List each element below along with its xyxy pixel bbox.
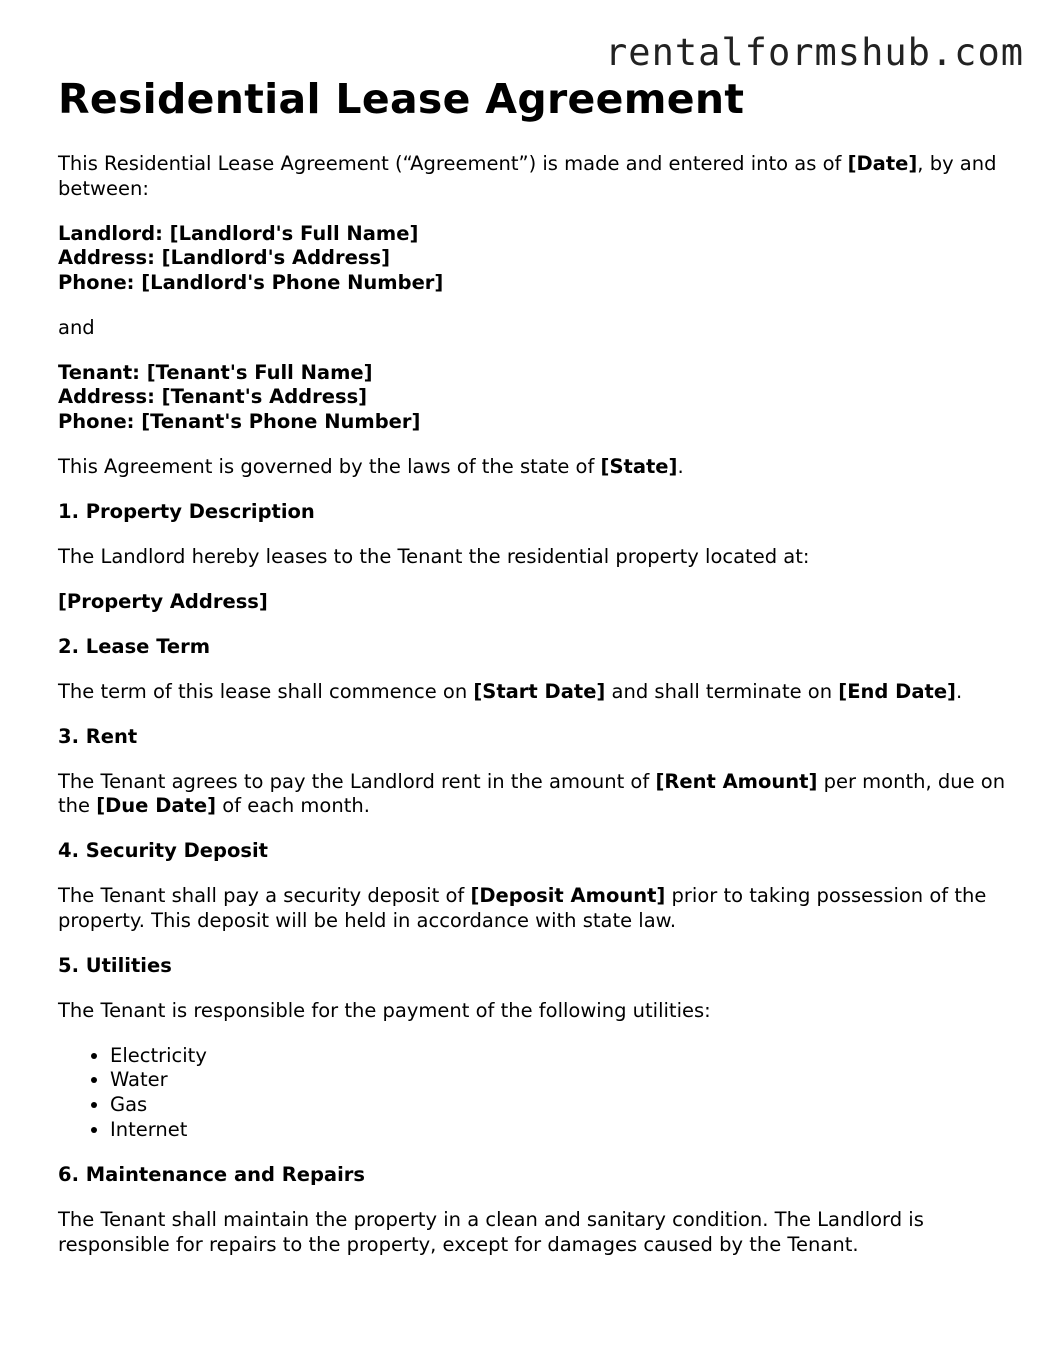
tenant-address: Address: [Tenant's Address]: [58, 385, 368, 408]
date-placeholder: [Date]: [847, 152, 918, 175]
landlord-phone: Phone: [Landlord's Phone Number]: [58, 270, 444, 294]
document-page: [58, 74, 1008, 1257]
rent-paragraph: [58, 770, 1008, 819]
landlord-address: Address: [Landlord's Address]: [58, 246, 390, 269]
section-heading-deposit: 4. Security Deposit: [58, 839, 268, 862]
utilities-list: [58, 1044, 1008, 1143]
state-placeholder: [State]: [600, 454, 678, 478]
landlord-name: Landlord: [Landlord's Full Name]: [58, 221, 419, 245]
deposit-text-end: prior to taking possession of the property. This deposit will be held in accordance with state law.: [58, 884, 987, 932]
governing-law-text: This Agreement is governed by the laws of the state of: [58, 454, 601, 478]
landlord-block: [58, 222, 1008, 296]
tenant-block: [58, 361, 1008, 435]
tenant-phone: Phone: [Tenant's Phone Number]: [58, 409, 421, 433]
and-text: and: [58, 315, 95, 339]
utilities-text: The Tenant is responsible for the payment of the following utilities:: [58, 998, 711, 1022]
term-paragraph: [58, 680, 1008, 705]
list-item: • Water: [110, 1068, 1008, 1093]
tenant-name: Tenant: [Tenant's Full Name]: [58, 360, 373, 384]
term-text-middle: and shall terminate on: [605, 679, 839, 703]
list-item: • Internet: [110, 1118, 1008, 1143]
section-heading-property: 1. Property Description: [58, 499, 315, 523]
start-date-placeholder: [Start Date]: [473, 679, 606, 703]
document-title: Residential Lease Agreement: [58, 75, 745, 123]
deposit-amount-placeholder: [Deposit Amount]: [470, 884, 666, 907]
list-item: • Gas: [110, 1093, 1008, 1118]
intro-text-end: , by and between:: [58, 152, 997, 200]
rent-text-middle: per month, due on the: [58, 769, 1006, 817]
rent-text-end: of each month.: [216, 794, 370, 817]
section-heading-term: 2. Lease Term: [58, 634, 211, 658]
list-item: • Electricity: [110, 1044, 1008, 1069]
property-address-placeholder: [Property Address]: [58, 589, 268, 613]
deposit-paragraph: [58, 884, 1008, 933]
maintenance-text: The Tenant shall maintain the property in a clean and sanitary condition. The Landlord is responsible for repairs to the property, except for damages caused by the Tenant.: [58, 1208, 924, 1256]
governing-law-paragraph: [58, 455, 1008, 480]
section-heading-utilities: 5. Utilities: [58, 953, 172, 977]
property-address-line: [58, 590, 1008, 615]
rent-text: The Tenant agrees to pay the Landlord rent in the amount of: [58, 769, 656, 793]
rent-amount-placeholder: [Rent Amount]: [655, 769, 818, 793]
end-date-placeholder: [End Date]: [838, 679, 956, 703]
term-text-end: .: [955, 679, 963, 703]
property-text: The Landlord hereby leases to the Tenant the residential property located at:: [58, 544, 810, 568]
governing-law-end: .: [677, 454, 684, 478]
intro-text: This Residential Lease Agreement (“Agreement”) is made and entered into as of: [58, 152, 848, 175]
section-heading-maintenance: 6. Maintenance and Repairs: [58, 1163, 365, 1187]
section-heading-rent: 3. Rent: [58, 724, 138, 748]
due-date-placeholder: [Due Date]: [96, 794, 217, 817]
watermark: rentalformshub.com: [605, 31, 1024, 74]
deposit-text: The Tenant shall pay a security deposit of: [58, 884, 471, 907]
intro-paragraph: [58, 152, 1008, 201]
term-text: The term of this lease shall commence on: [58, 679, 474, 703]
